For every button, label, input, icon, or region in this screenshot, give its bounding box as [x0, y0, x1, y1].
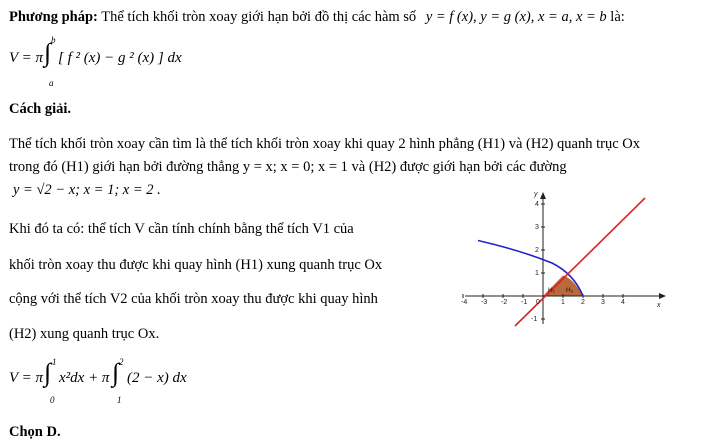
origin-label: 0	[536, 299, 540, 306]
method-functions: y = f (x), y = g (x), x = a, x = b	[425, 9, 607, 25]
formula2-upper2: 2	[119, 357, 124, 367]
integral-sign-icon: ∫	[44, 38, 52, 67]
method-text: Thể tích khối tròn xoay giới hạn bởi đồ thị các hàm số	[101, 9, 417, 25]
x-tick-label: 4	[621, 299, 625, 306]
solution-heading: Cách giải.	[9, 101, 72, 117]
x-tick-label: -3	[481, 299, 488, 306]
solution-p2-line4: (H2) xung quanh trục Ox.	[9, 326, 160, 342]
x-tick-label: -1	[521, 299, 528, 306]
integral-sign-icon: ∫	[112, 358, 120, 387]
solution-p1-line3: y = √2 − x; x = 1; x = 2 .	[13, 182, 161, 198]
x-tick-label: -2	[501, 299, 508, 306]
formula2-upper1: 1	[52, 357, 57, 367]
x-tick-label: -4	[461, 299, 468, 306]
solution-p2-line1: Khi đó ta có: thể tích V cần tính chính bằng thể tích V1 của	[9, 221, 354, 237]
region-label-h2: H₂	[566, 287, 574, 294]
line-y-equals-x	[515, 198, 645, 326]
region-label-h1: H₁	[548, 287, 555, 294]
solution-p2-line2: khối tròn xoay thu được khi quay hình (H1) xung quanh trục Ox	[9, 257, 383, 273]
method-line	[9, 8, 625, 26]
x-tick-label: 1	[561, 299, 565, 306]
formula2-left: V = π	[9, 370, 44, 386]
method-label: Phương pháp:	[9, 9, 98, 25]
solution-p1-line2: trong đó (H1) giới hạn bởi đường thẳng y = x; x = 0; x = 1 và (H2) được giới hạn bởi các đường	[9, 159, 567, 175]
method-suffix: là:	[610, 9, 625, 25]
y-tick-label: 4	[535, 201, 539, 208]
x-tick-label: 3	[601, 299, 605, 306]
formula2-integrand2: (2 − x) dx	[127, 370, 187, 386]
y-axis-label: y	[534, 191, 538, 198]
x-axis-label: x	[657, 302, 661, 309]
formula2-lower2: 1	[117, 395, 122, 405]
y-tick-label: 3	[535, 224, 539, 231]
answer: Chọn D.	[9, 424, 61, 440]
x-axis-arrow-icon	[659, 293, 666, 299]
y-axis-arrow-icon	[540, 192, 546, 199]
x-tick-label: 2	[581, 299, 585, 306]
solution-p1-line1: Thể tích khối tròn xoay cần tìm là thể tích khối tròn xoay khi quay 2 hình phẳng (H1) và (H2) quanh trục Ox	[9, 136, 641, 152]
y-tick-label: 2	[535, 247, 539, 254]
graph	[462, 186, 670, 328]
formula1-lower: a	[49, 78, 54, 88]
formula2-lower1: 0	[50, 395, 55, 405]
formula1-upper: b	[51, 35, 56, 45]
y-tick-label: 1	[535, 270, 539, 277]
formula1-left: V = π	[9, 50, 44, 66]
y-tick-label: -1	[531, 316, 538, 323]
formula1-integrand: [ f ² (x) − g ² (x) ] dx	[58, 50, 182, 66]
integral-sign-icon: ∫	[44, 358, 52, 387]
formula2-integrand1: x²dx + π	[59, 370, 110, 386]
solution-p2-line3: cộng với thể tích V2 của khối tròn xoay thu được khi quay hình	[9, 291, 378, 307]
